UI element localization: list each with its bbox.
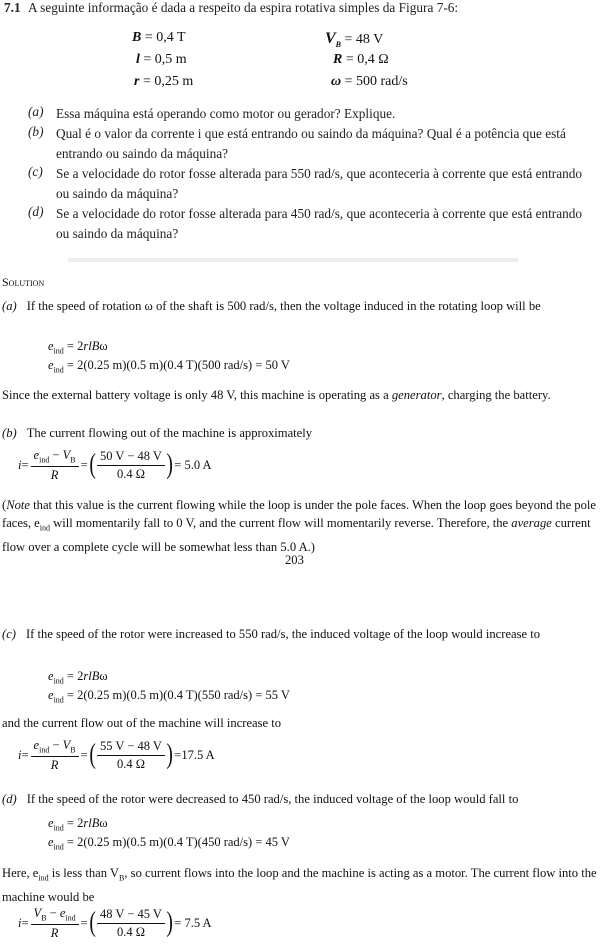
given-r: r = 0,25 m	[134, 74, 194, 89]
solution-b-note: (Note that this value is the current flowing while the loop is under the pole faces. When the loop goes beyond the pole faces, $e_{ind}$ will momentarily fall to 0 V, and the current flow will momentarily reverse. Therefore, the average current flow over a complete cycle will be somewhat less than 5.0 A.)	[2, 498, 596, 554]
solution-d-equation: i = $\frac{V_B - e_{ind}}{R}$ = ( $\frac{48 V - 45 V}{0.4 \Omega}$ ) = 7.5 A	[18, 906, 212, 940]
c-numerator: 55 V − 48 V	[97, 739, 165, 756]
given-VB: $V_B = 48$ V	[325, 30, 384, 50]
d-denominator: 0.4 Ω	[116, 924, 146, 939]
given-omega: ω = 500 rad/s	[331, 74, 408, 89]
solution-c-eq2: $e_{ind} = 2(0.25$ m)(0.5 m)(0.4 T)(550 rad/s) = 55 V	[48, 688, 290, 705]
section-divider	[68, 258, 518, 262]
solution-c-text: (c) If the speed of the rotor were increased to 550 rad/s, the induced voltage of the loop would increase to	[2, 627, 541, 641]
solution-a-eq2: $e_{ind} = 2(0.25$ m)(0.5 m)(0.4 T)(500 rad/s) = 50 V	[48, 358, 290, 375]
problem-header	[4, 0, 458, 16]
given-R: R = 0,4 Ω	[333, 52, 389, 67]
solution-b-text: (b) The current flowing out of the machine is approximately	[2, 426, 313, 440]
problem-statement: A seguinte informação é dada a respeito da espira rotativa simples da Figura 7-6:	[27, 0, 459, 15]
b-denominator: 0.4 Ω	[116, 466, 146, 481]
b-result: = 5.0 A	[174, 457, 212, 472]
d-result: = 7.5 A	[174, 915, 212, 930]
solution-a-text: (a) If the speed of rotation ω of the shaft is 500 rad/s, then the voltage induced in the rotating loop will be	[2, 299, 541, 313]
solution-d-text2: Here, $e_{ind}$ is less than $V_B$, so current flows into the loop and the machine is acting as a motor. The current flow into the machine would be	[2, 866, 597, 904]
d-numerator: 48 V − 45 V	[97, 907, 165, 924]
solution-b-equation: i = $\frac{e_{ind} - V_B}{R}$ = ( $\frac{50 V - 48 V}{0.4 \Omega}$ ) = 5.0 A	[18, 448, 212, 482]
c-denominator: 0.4 Ω	[116, 756, 146, 771]
problem-number: 7.1	[4, 0, 21, 15]
b-numerator: 50 V − 48 V	[97, 449, 165, 466]
solution-d-eq2: $e_{ind} = 2(0.25$ m)(0.5 m)(0.4 T)(450 rad/s) = 45 V	[48, 835, 290, 852]
c-result: =17.5 A	[174, 747, 215, 762]
solution-c-text2: and the current flow out of the machine will increase to	[2, 716, 282, 730]
solution-heading: Solution	[2, 275, 45, 289]
solution-a-eq1: $e_{ind} = 2rlB\omega$	[48, 339, 108, 356]
solution-d-eq1: $e_{ind} = 2rlB\omega$	[48, 816, 108, 833]
given-B: B = 0,4 T	[132, 30, 186, 45]
page-number: 203	[285, 553, 304, 567]
solution-c-equation: i = $\frac{e_{ind} - V_B}{R}$ = ( $\frac{55 V - 48 V}{0.4 \Omega}$ ) =17.5 A	[18, 738, 215, 772]
solution-d-text: (d) If the speed of the rotor were decreased to 450 rad/s, the induced voltage of the loop would fall to	[2, 792, 519, 806]
given-l: l = 0,5 m	[136, 52, 187, 67]
solution-c-eq1: $e_{ind} = 2rlB\omega$	[48, 669, 108, 686]
solution-a-conclusion: Since the external battery voltage is only 48 V, this machine is operating as a generator, charging the battery.	[2, 388, 551, 402]
